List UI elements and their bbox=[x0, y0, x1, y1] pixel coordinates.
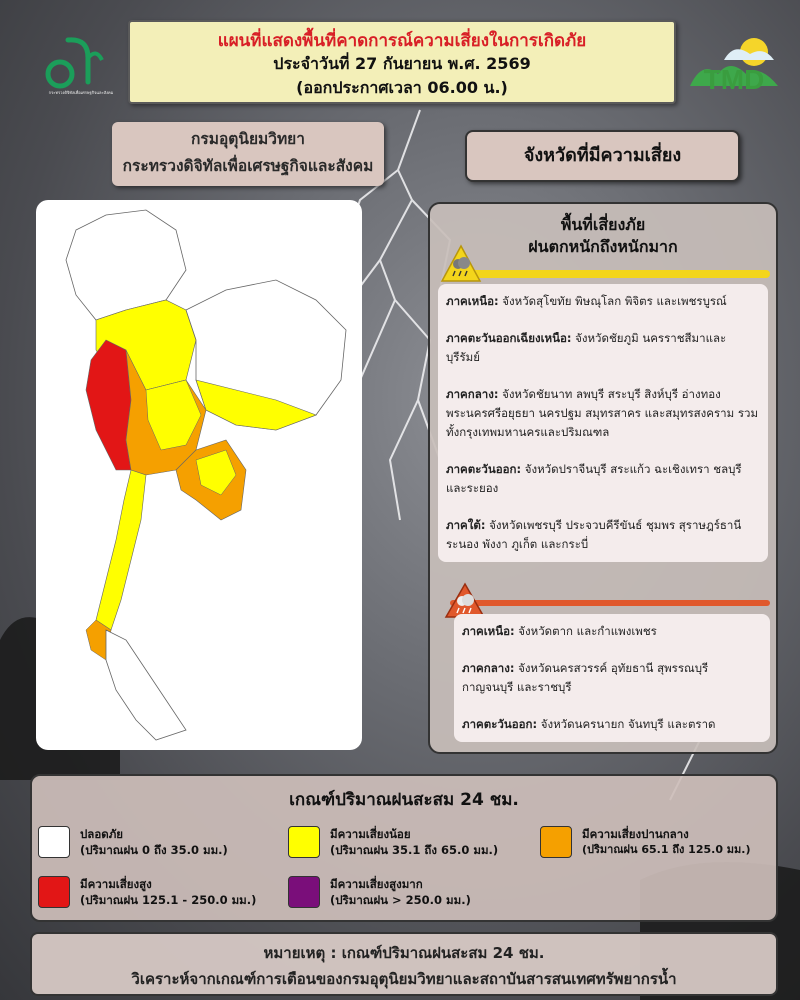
risk-map bbox=[36, 200, 362, 750]
legend-swatch-high bbox=[38, 876, 70, 908]
legend-item bbox=[540, 824, 776, 864]
legend-swatch-safe bbox=[38, 826, 70, 858]
legend-item bbox=[288, 874, 538, 914]
legend-swatch-medium bbox=[540, 826, 572, 858]
list-item: ภาคกลาง: จังหวัดนครสวรรค์ อุทัยธานี สุพรรณบุรี กาญจนบุรี และราชบุรี bbox=[462, 661, 709, 694]
legend-title: เกณฑ์ปริมาณฝนสะสม 24 ชม. bbox=[289, 790, 519, 810]
region-south-lower bbox=[106, 630, 186, 740]
legend-swatch-very-high bbox=[288, 876, 320, 908]
legend-item bbox=[38, 874, 288, 914]
legend-label: มีความเสี่ยงปานกลาง bbox=[582, 827, 689, 841]
issue-time: (ออกประกาศเวลา 06.00 น.) bbox=[296, 78, 508, 97]
legend-label: มีความเสี่ยงสูงมาก bbox=[330, 877, 423, 891]
orange-level-regions bbox=[454, 614, 770, 742]
legend-range: (ปริมาณฝน 0 ถึง 35.0 มม.) bbox=[80, 843, 228, 857]
ministry-name: กระทรวงดิจิทัลเพื่อเศรษฐกิจและสังคม bbox=[122, 157, 374, 175]
legend-range: (ปริมาณฝน 125.1 - 250.0 มม.) bbox=[80, 893, 257, 907]
ministry-logo-caption: กระทรวงดิจิทัลเพื่อเศรษฐกิจและสังคม bbox=[48, 90, 114, 95]
ministry-logo bbox=[36, 30, 126, 100]
legend-label: ปลอดภัย bbox=[80, 827, 124, 841]
region-south-upper bbox=[96, 470, 146, 630]
legend-range: (ปริมาณฝน 35.1 ถึง 65.0 มม.) bbox=[330, 843, 499, 857]
department-box bbox=[112, 122, 384, 186]
legend-item bbox=[38, 824, 288, 864]
department-name: กรมอุตุนิยมวิทยา bbox=[191, 130, 305, 148]
tmd-logo bbox=[684, 30, 784, 100]
heavy-rain-warning-icon bbox=[440, 244, 482, 284]
legend-item bbox=[288, 824, 538, 864]
legend-label: มีความเสี่ยงสูง bbox=[80, 877, 152, 891]
risk-areas-panel bbox=[428, 202, 778, 754]
note-line2: วิเคราะห์จากเกณฑ์การเตือนของกรมอุตุนิยมวิทยาและสถาบันสารสนเทศทรัพยากรน้ำ bbox=[131, 970, 677, 988]
list-item: ภาคตะวันออกเฉียงเหนือ: จังหวัดชัยภูมิ นครราชสีมาและบุรีรัมย์ bbox=[446, 331, 727, 364]
issue-date: ประจำวันที่ 27 กันยายน พ.ศ. 2569 bbox=[273, 54, 531, 73]
yellow-level-bar bbox=[450, 270, 770, 278]
legend-range: (ปริมาณฝน > 250.0 มม.) bbox=[330, 893, 471, 907]
map-title: แผนที่แสดงพื้นที่คาดการณ์ความเสี่ยงในการเกิดภัย bbox=[217, 31, 587, 51]
rainfall-legend bbox=[30, 774, 778, 922]
note-box bbox=[30, 932, 778, 996]
legend-label: มีความเสี่ยงน้อย bbox=[330, 827, 411, 841]
tmd-logo-text: TMD bbox=[703, 64, 765, 95]
list-item: ภาคตะวันออก: จังหวัดนครนายก จันทบุรี และตราด bbox=[462, 717, 716, 731]
note-line1: หมายเหตุ : เกณฑ์ปริมาณฝนสะสม 24 ชม. bbox=[263, 944, 545, 962]
list-item: ภาคเหนือ: จังหวัดสุโขทัย พิษณุโลก พิจิตร และเพชรบูรณ์ bbox=[446, 294, 727, 308]
list-item: ภาคกลาง: จังหวัดชัยนาท ลพบุรี สระบุรี สิงห์บุรี อ่างทอง พระนครศรีอยุธยา นครปฐม สมุทรสาคร และสมุทรสงคราม รวมทั้งกรุงเทพมหานครและปริมณฑล bbox=[446, 387, 759, 439]
title-box bbox=[128, 20, 676, 104]
list-item: ภาคตะวันออก: จังหวัดปราจีนบุรี สระแก้ว ฉะเชิงเทรา ชลบุรี และระยอง bbox=[446, 462, 742, 495]
orange-level-bar bbox=[450, 600, 770, 606]
region-west-border bbox=[86, 340, 131, 470]
yellow-level-regions bbox=[438, 284, 768, 562]
risk-panel-title-line1: พื้นที่เสี่ยงภัย bbox=[560, 215, 646, 234]
legend-swatch-low bbox=[288, 826, 320, 858]
risk-provinces-label: จังหวัดที่มีความเสี่ยง bbox=[465, 130, 740, 182]
thailand-risk-map bbox=[36, 200, 362, 750]
list-item: ภาคใต้: จังหวัดเพชรบุรี ประจวบคีรีขันธ์ ชุมพร สุราษฎร์ธานี ระนอง พังงา ภูเก็ต และกระบี่ bbox=[446, 518, 742, 551]
risk-panel-title-line2: ฝนตกหนักถึงหนักมาก bbox=[528, 237, 678, 256]
list-item: ภาคเหนือ: จังหวัดตาก และกำแพงเพชร bbox=[462, 624, 657, 638]
legend-range: (ปริมาณฝน 65.1 ถึง 125.0 มม.) bbox=[582, 843, 751, 856]
